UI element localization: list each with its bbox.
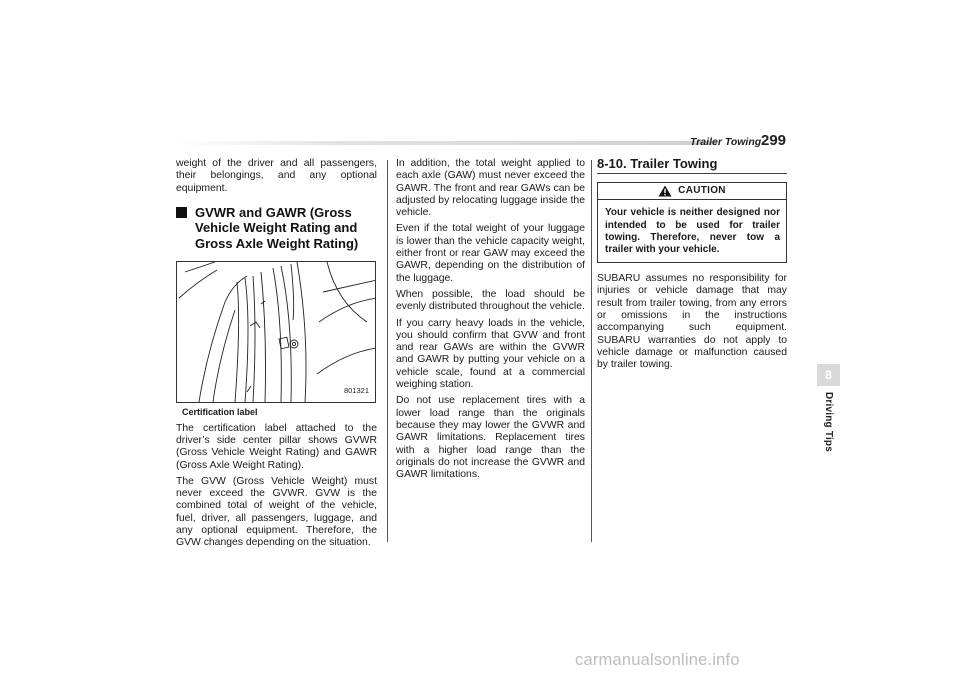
- figure-code: 801321: [343, 386, 369, 396]
- paragraph: Do not use replacement tires with a lower load range than the originals because they may lower the GVWR and GAWR limitations. Replacement tires with a higher load range than the originals do not increase the GVWR and GAWR limitations.: [396, 395, 585, 481]
- caution-label: CAUTION: [678, 185, 726, 197]
- paragraph: The certification label attached to the driver’s side center pillar shows GVWR (Gross Vehicle Weight Rating) and GAWR (Gross Axle Weight Rating).: [176, 422, 377, 471]
- warning-triangle-icon: [658, 185, 672, 197]
- column-middle: [396, 158, 585, 485]
- figure-caption: Certification label: [182, 407, 258, 418]
- running-header-title: Trailer Towing: [690, 136, 762, 148]
- watermark: carmanualsonline.info: [575, 651, 740, 669]
- page-number: 299: [761, 132, 787, 149]
- intro-text: weight of the driver and all passengers, their belongings, and any optional equipment.: [176, 158, 377, 194]
- chapter-tab: 8: [817, 364, 840, 386]
- column-right: [597, 158, 787, 375]
- section-heading-text: GVWR and GAWR (Gross Vehicle Weight Rating and Gross Axle Weight Rating): [195, 204, 359, 251]
- column-left: [176, 158, 377, 554]
- door-pillar-illustration: [177, 262, 376, 403]
- column-divider-right: [591, 160, 592, 542]
- paragraph: SUBARU assumes no responsibility for injuries or vehicle damage that may result from trailer towing, from any errors or omissions in the instructions accompanying such equipment. SUBARU warranties do not apply to vehicle damage or malfunction caused by trailer towing.: [597, 273, 787, 371]
- paragraph: In addition, the total weight applied to each axle (GAW) must never exceed the GAWR. The front and rear GAWs can be adjusted by relocating luggage inside the vehicle.: [396, 158, 585, 219]
- section-heading: [176, 205, 377, 252]
- paragraph: The GVW (Gross Vehicle Weight) must never exceed the GVWR. GVW is the combined total of weight of the vehicle, fuel, driver, all passengers, luggage, and any optional equipment. Therefore, the GVW changes depending on the situation.: [176, 475, 377, 549]
- chapter-title: 8-10. Trailer Towing: [597, 158, 787, 174]
- caution-text: Your vehicle is neither designed nor intended to be used for trailer towing. Therefore, never tow a trailer with your vehicle.: [605, 207, 780, 255]
- column-divider-left: [387, 160, 388, 542]
- header-rule: [176, 141, 716, 145]
- chapter-tab-label: Driving Tips: [823, 392, 834, 453]
- paragraph: If you carry heavy loads in the vehicle, you should confirm that GVW and front and rear GAWs are within the GVWR and GAWR by putting your vehicle on a vehicle scale, found at a commercial weighing station.: [396, 317, 585, 391]
- caution-header: [598, 183, 786, 200]
- black-square-bullet-icon: [176, 207, 187, 218]
- caution-box: [597, 182, 787, 263]
- paragraph: Even if the total weight of your luggage is lower than the vehicle capacity weight, either front or rear GAW may exceed the GAWR, depending on the distribution of the luggage.: [396, 223, 585, 284]
- paragraph: When possible, the load should be evenly distributed throughout the vehicle.: [396, 288, 585, 313]
- certification-label-figure: [176, 261, 376, 403]
